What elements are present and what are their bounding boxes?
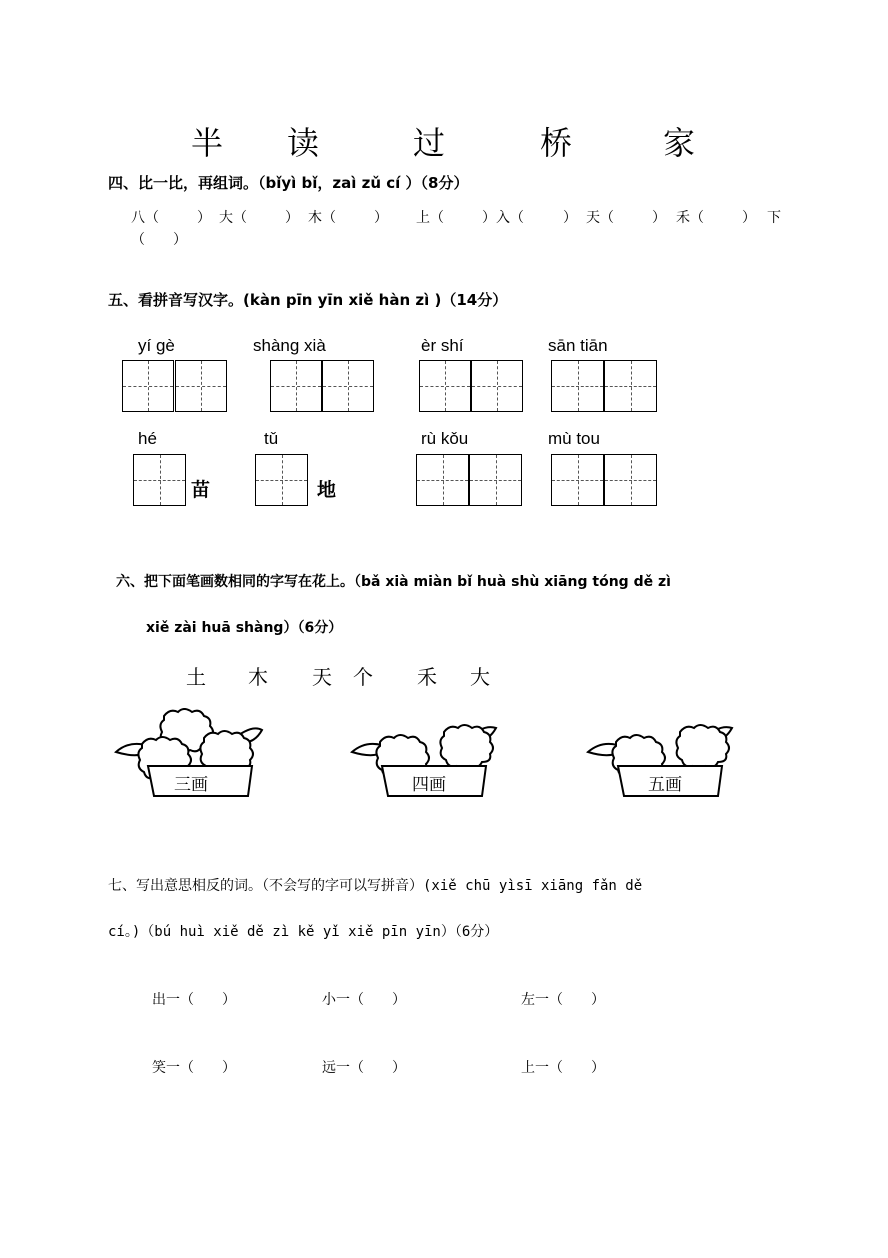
writing-box[interactable] [133,454,186,506]
writing-box[interactable] [604,454,657,506]
section-7-heading: 七、写出意思相反的词。（不会写的字可以写拼音）(xiě chū yìsī xiāng fǎn dě [108,878,643,894]
writing-box[interactable] [175,360,227,412]
writing-box[interactable] [469,454,522,506]
title-char: 家 [663,124,696,162]
word-item: ） [197,210,211,226]
pinyin-label: tǔ [264,429,279,448]
word-item: ）入（ [482,210,524,226]
title-char: 半 [191,124,224,162]
word-item: ） [742,210,756,226]
flower-pot-four[interactable] [350,718,502,802]
writing-box[interactable] [471,360,523,412]
pinyin-label: mù tou [548,429,600,448]
antonym-item: 笑一（ ） [152,1060,236,1076]
word-item: 禾（ [676,210,704,226]
sort-char: 天 [312,665,332,689]
antonym-item: 远一（ ） [322,1060,406,1076]
flower-pot-three[interactable] [112,708,270,802]
title-char: 过 [413,124,446,162]
section-4-heading: 四、比一比，再组词。（bǐyì bǐ，zaì zǔ cí ）（8分） [108,174,469,192]
writing-box[interactable] [604,360,657,412]
given-char: 苗 [191,479,211,501]
word-item: （ ） [131,232,187,248]
antonym-item: 上一（ ） [521,1060,605,1076]
flower-pot-five[interactable] [586,718,738,802]
section-5-heading: 五、看拼音写汉字。(kàn pīn yīn xiě hàn zì )（14分） [108,291,508,309]
word-item: 八（ [131,210,159,226]
section-7-heading-cont: cí。)（bú huì xiě dě zì kě yǐ xiě pīn yīn）（6分） [108,924,499,940]
pot-label: 四画 [412,775,446,795]
word-item: 上（ [416,210,444,226]
section-6-heading-cont: xiě zài huā shàng）（6分） [146,620,343,636]
word-item: 下 [767,210,781,226]
sort-char: 木 [248,665,268,689]
given-char: 地 [317,479,337,501]
antonym-item: 出一（ ） [152,992,236,1008]
pot-label: 五画 [648,775,682,795]
title-char: 桥 [540,124,573,162]
word-item: ） [563,210,577,226]
word-item: 天（ [586,210,614,226]
antonym-item: 小一（ ） [322,992,406,1008]
pinyin-label: hé [138,429,157,448]
pinyin-label: yí gè [138,336,175,355]
word-item: ） [374,210,388,226]
writing-box[interactable] [416,454,469,506]
pot-label: 三画 [174,775,208,795]
antonym-item: 左一（ ） [521,992,605,1008]
writing-box[interactable] [270,360,322,412]
word-item: 大（ [219,210,247,226]
writing-box[interactable] [551,360,604,412]
writing-box[interactable] [255,454,308,506]
sort-char: 个 [353,665,373,689]
sort-char: 大 [470,665,490,689]
word-item: ） [285,210,299,226]
writing-box[interactable] [419,360,471,412]
writing-box[interactable] [551,454,604,506]
word-item: ） [652,210,666,226]
pinyin-label: rù kǒu [421,429,469,448]
pinyin-label: sān tiān [548,336,608,355]
sort-char: 禾 [417,665,437,689]
section-6-heading: 六、把下面笔画数相同的字写在花上。（bǎ xià miàn bǐ huà shù xiāng tóng dě zì [116,574,671,590]
writing-box[interactable] [122,360,174,412]
writing-box[interactable] [322,360,374,412]
pinyin-label: shàng xià [253,336,326,355]
sort-char: 土 [186,665,206,689]
word-item: 木（ [308,210,336,226]
pinyin-label: èr shí [421,336,464,355]
title-char: 读 [287,124,320,162]
